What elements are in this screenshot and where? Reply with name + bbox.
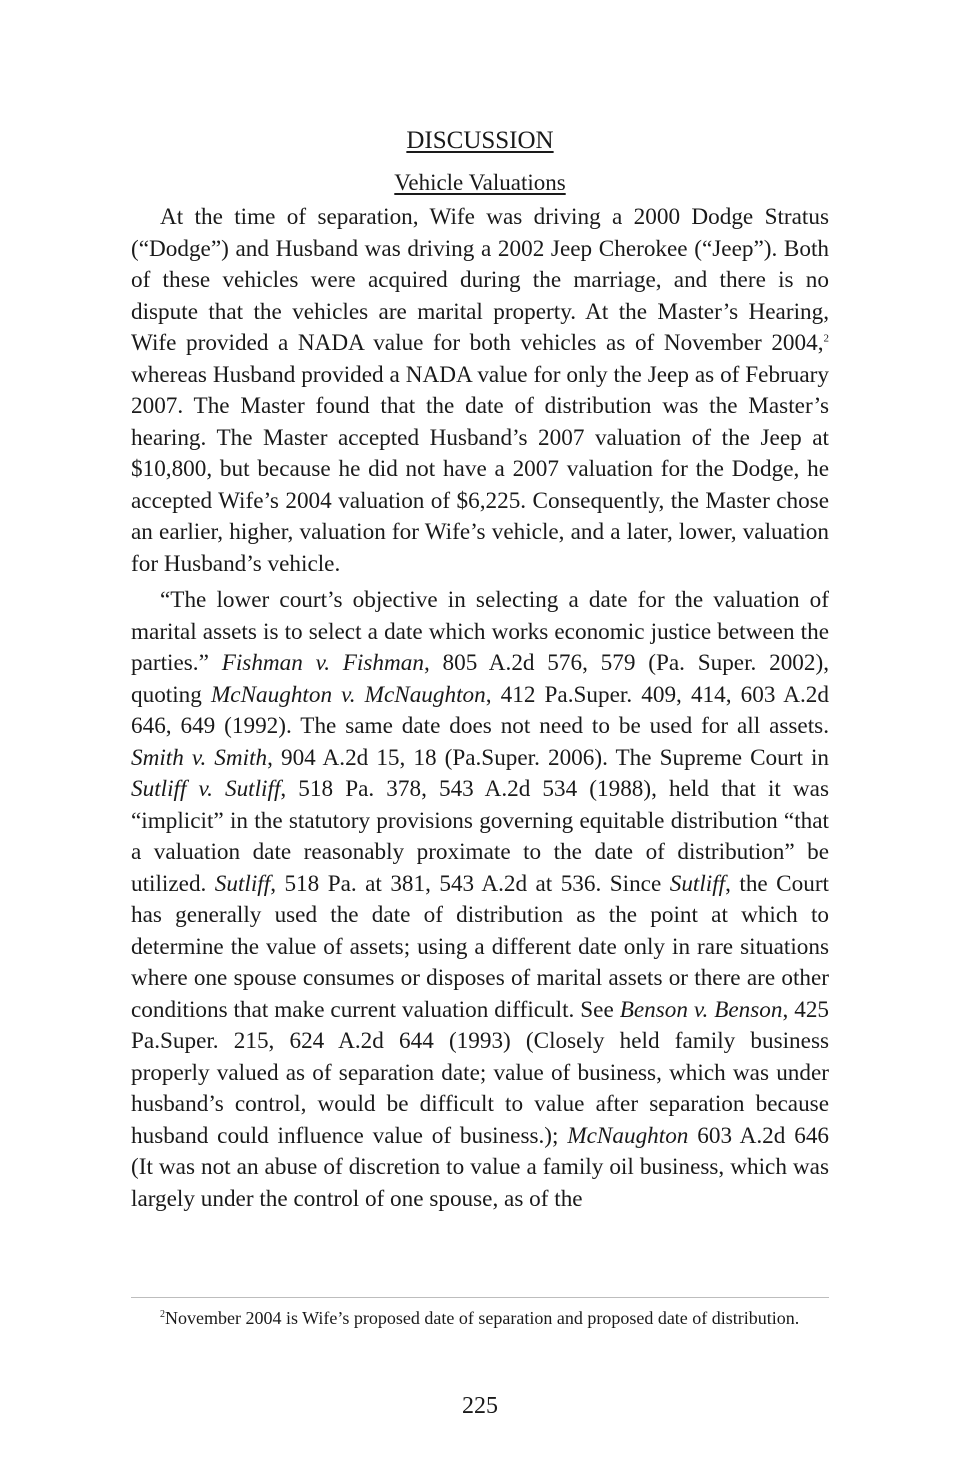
section-heading: DISCUSSION bbox=[406, 127, 554, 154]
footnote-reference: 2 bbox=[823, 332, 829, 345]
paragraph-2-text: , 518 Pa. 378, 543 A.2d 534 (1988), held that it was “implicit” in the statutory provisions governing equitable distribution “that a valuation date reasonably proximate to the date of distribution” be utilized. bbox=[131, 776, 829, 897]
paragraph-2-text: , 518 Pa. at 381, 543 A.2d at 536. Since bbox=[270, 870, 670, 897]
case-citation: Sutliff bbox=[669, 870, 726, 897]
case-citation: Fishman v. Fishman bbox=[221, 650, 424, 676]
case-citation: McNaughton v. McNaughton bbox=[210, 681, 486, 708]
paragraph-1 bbox=[131, 202, 829, 580]
case-citation: Sutliff bbox=[214, 870, 271, 897]
footnote-divider bbox=[131, 1297, 829, 1298]
paragraph-2-text: , the Court has generally used the date of distribution as the point at which to determine the value of assets; using a different date only in rare situations where one spouse consumes or disposes of marital assets or there are other conditions that make current valuation difficult. See bbox=[131, 870, 829, 1023]
paragraph-2-text: , 904 A.2d 15, 18 (Pa.Super. 2006). The Supreme Court in bbox=[267, 744, 829, 771]
subsection-heading: Vehicle Valuations bbox=[394, 170, 566, 195]
body-text bbox=[131, 202, 829, 1215]
paragraph-1-text-a: At the time of separation, Wife was driving a 2000 Dodge Stratus (“Dodge”) and Husband was driving a 2002 Jeep Cherokee (“Jeep”). Both of these vehicles were acquired during the marriage, and there is no dispute that the vehicles are marital property. At the Master’s Hearing, Wife provided a NADA value for both vehicles as of November 2004, bbox=[131, 204, 829, 356]
footnote-marker: 2 bbox=[160, 1309, 165, 1320]
case-citation: Sutliff v. Sutliff bbox=[131, 776, 281, 802]
paragraph-2-text: 603 A.2d 646 (It was not an abuse of discretion to value a family oil business, which was largely under the control of one spouse, as of the bbox=[131, 1122, 830, 1212]
case-citation: McNaughton bbox=[567, 1122, 689, 1149]
paragraph-2-text: , 805 A.2d 576, 579 (Pa. Super. 2002), quoting bbox=[131, 650, 829, 708]
footnote bbox=[131, 1306, 829, 1331]
paragraph-2 bbox=[131, 585, 829, 1215]
case-citation: Smith v. Smith bbox=[131, 744, 268, 771]
paragraph-1-text-b: whereas Husband provided a NADA value for only the Jeep as of February 2007. The Master found that the date of distribution was the Master’s hearing. The Master accepted Husband’s 2007 valuation of the Jeep at $10,800, but because he did not have a 2007 valuation for the Dodge, he accepted Wife’s 2004 valuation of $6,225. Consequently, the Master chose an earlier, higher, valuation for Wife’s vehicle, and a later, lower, valuation for Husband’s vehicle. bbox=[131, 361, 829, 577]
paragraph-2-text: , 425 Pa.Super. 215, 624 A.2d 644 (1993) (Closely held family business properly valued as of separation date; value of business, which was under husband’s control, would be difficult to value after separation because husband could influence value of business.); bbox=[131, 996, 830, 1149]
paragraph-2-text: , 412 Pa.Super. 409, 414, 603 A.2d 646, 649 (1992). The same date does not need to be used for all assets. bbox=[131, 681, 829, 739]
case-citation: Benson v. Benson bbox=[619, 996, 783, 1023]
page-number: 225 bbox=[462, 1393, 498, 1419]
paragraph-2-text: “The lower court’s objective in selecting a date for the valuation of marital assets is to select a date which works economic justice between the parties.” bbox=[131, 587, 829, 676]
footnote-text: November 2004 is Wife’s proposed date of separation and proposed date of distribution. bbox=[165, 1308, 800, 1328]
